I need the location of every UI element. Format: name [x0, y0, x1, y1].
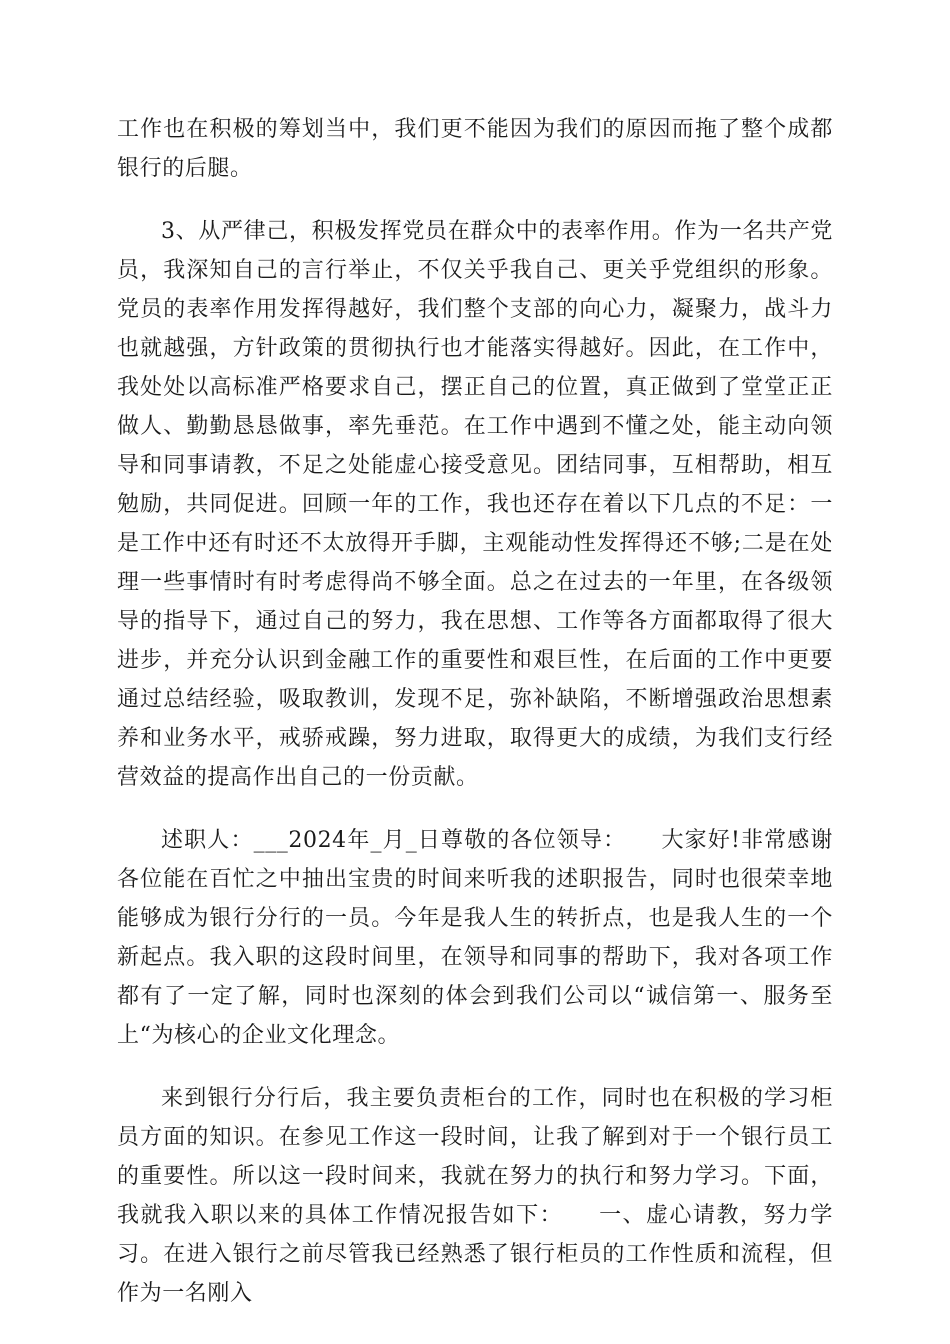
- paragraph-continuation: 工作也在积极的筹划当中，我们更不能因为我们的原因而拖了整个成都银行的后腿。: [117, 117, 833, 181]
- paragraph-report-greeting: 述职人：___2024年_月_日尊敬的各位领导： 大家好!非常感谢各位能在百忙之中抽出宝贵的时间来听我的述职报告，同时也很荣幸地能够成为银行分行的一员。今年是我人生的转折点，也是我人生的一个新起点。我入职的这段时间里，在领导和同事的帮助下，我对各项工作都有了一定了解，同时也深刻的体会到我们公司以“诚信第一、服务至上“为核心的企业文化理念。: [117, 828, 833, 1048]
- paragraph-work-intro: 来到银行分行后，我主要负责柜台的工作，同时也在积极的学习柜员方面的知识。在参见工作这一段时间，让我了解到对于一个银行员工的重要性。所以这一段时间来，我就在努力的执行和努力学习。下面，我就我入职以来的具体工作情况报告如下： 一、虚心请教，努力学习。在进入银行之前尽管我已经熟悉了银行柜员的工作性质和流程，但作为一名刚入: [117, 1086, 833, 1306]
- paragraph-self-discipline: 3、从严律己，积极发挥党员在群众中的表率作用。作为一名共产党员，我深知自己的言行举止，不仅关乎我自己、更关乎党组织的形象。党员的表率作用发挥得越好，我们整个支部的向心力，凝聚力，战斗力也就越强，方针政策的贯彻执行也才能落实得越好。因此，在工作中，我处处以高标准严格要求自己，摆正自己的位置，真正做到了堂堂正正做人、勤勤恳恳做事，率先垂范。在工作中遇到不懂之处，能主动向领导和同事请教，不足之处能虚心接受意见。团结同事，互相帮助，相互勉励，共同促进。回顾一年的工作，我也还存在着以下几点的不足：一是工作中还有时还不太放得开手脚，主观能动性发挥得还不够;二是在处理一些事情时有时考虑得尚不够全面。总之在过去的一年里，在各级领导的指导下，通过自己的努力，我在思想、工作等各方面都取得了很大进步，并充分认识到金融工作的重要性和艰巨性，在后面的工作中更要通过总结经验，吸取教训，发现不足，弥补缺陷，不断增强政治思想素养和业务水平，戒骄戒躁，努力进取，取得更大的成绩，为我们支行经营效益的提高作出自己的一份贡献。: [117, 219, 833, 790]
- document-body: [117, 110, 833, 1337]
